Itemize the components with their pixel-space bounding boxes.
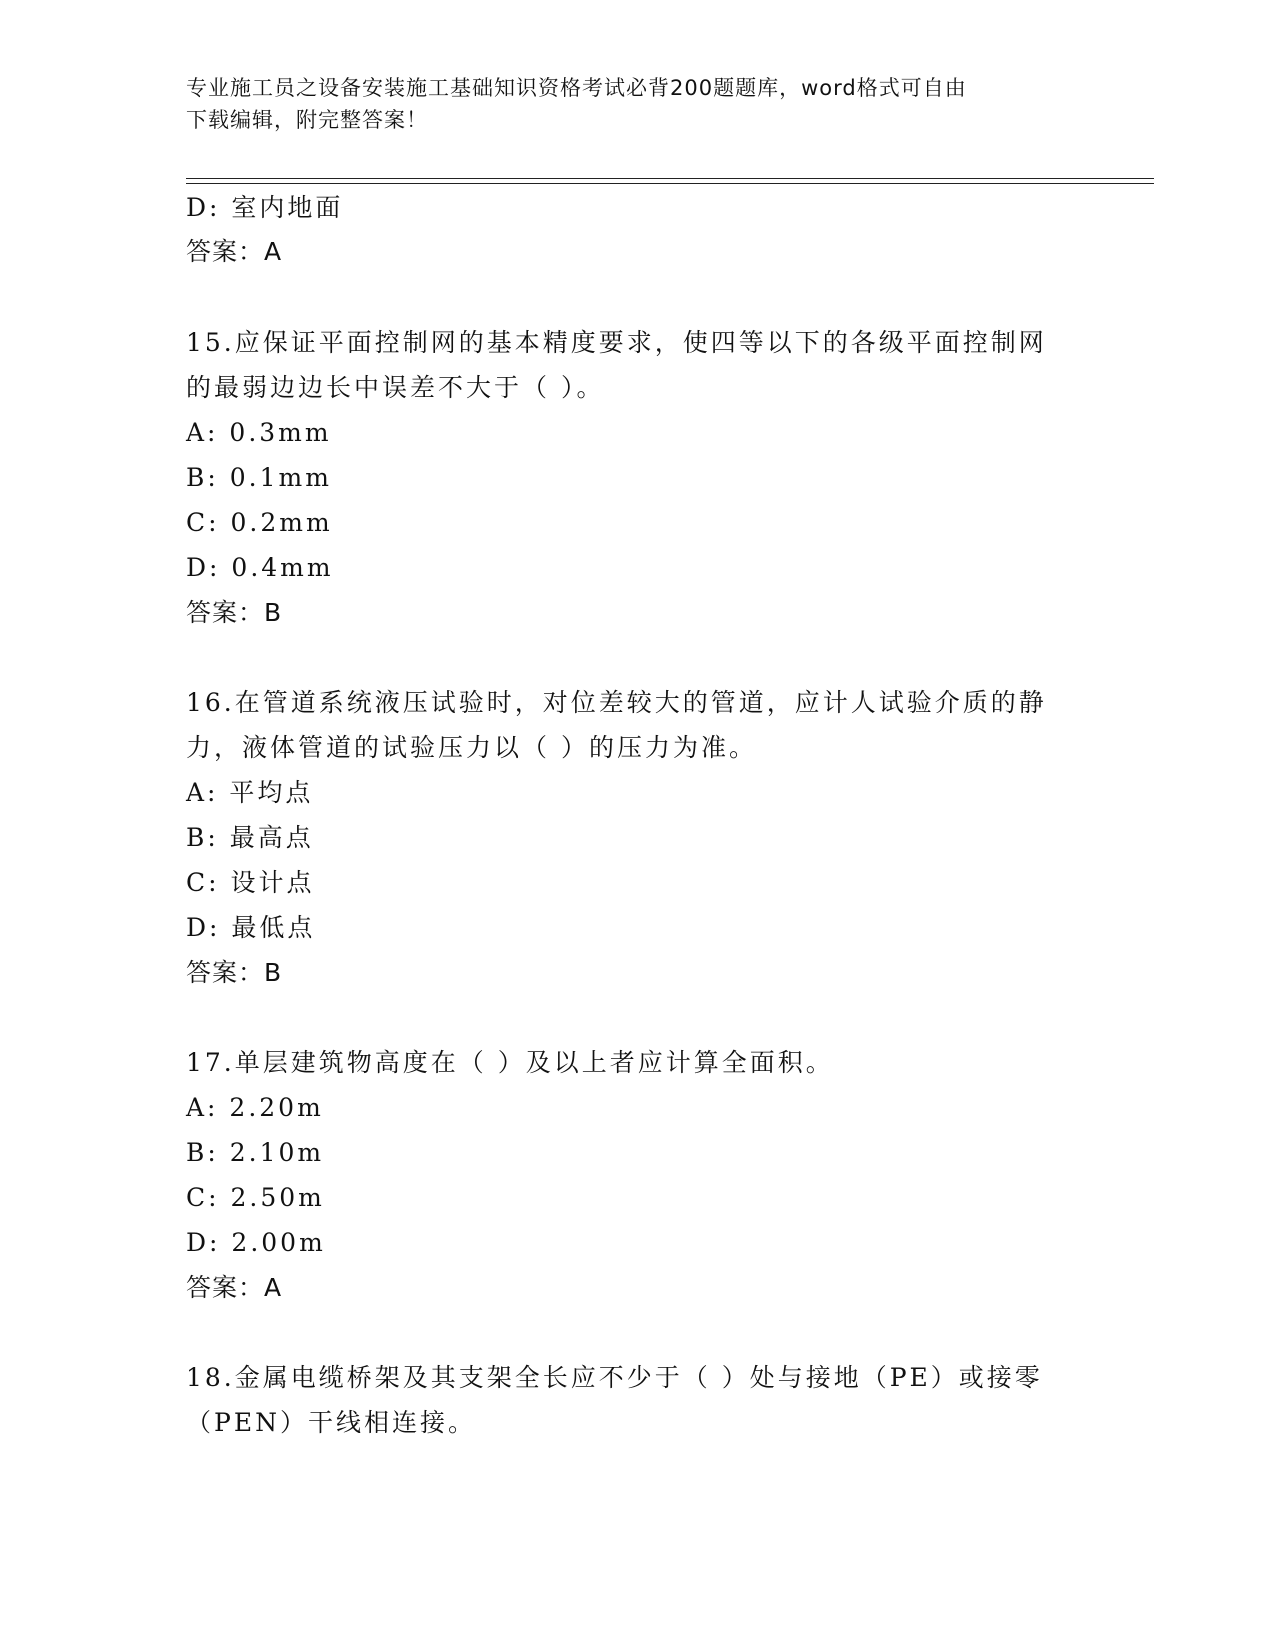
q15-stem-line-1: 15.应保证平面控制网的基本精度要求，使四等以下的各级平面控制网 xyxy=(186,328,1047,357)
header-divider-top xyxy=(186,178,1154,179)
q15-option-c: C: 0.2mm xyxy=(186,508,333,537)
q16-stem-line-2: 力，液体管道的试验压力以（ ）的压力为准。 xyxy=(186,733,757,762)
q15-stem-line-2: 的最弱边边长中误差不大于（ ）。 xyxy=(186,373,605,402)
q15-option-a: A: 0.3mm xyxy=(186,418,332,447)
q18-stem-line-2: （PEN）干线相连接。 xyxy=(186,1408,476,1437)
q17-stem-line-1: 17.单层建筑物高度在（ ）及以上者应计算全面积。 xyxy=(186,1048,834,1077)
q16-stem-line-1: 16.在管道系统液压试验时，对位差较大的管道，应计人试验介质的静 xyxy=(186,688,1047,717)
header-line-2: 下载编辑，附完整答案！ xyxy=(186,108,428,132)
q16-option-b: B: 最高点 xyxy=(186,823,314,852)
prev-option-d: D: 室内地面 xyxy=(186,193,344,222)
q16-option-c: C: 设计点 xyxy=(186,868,315,897)
q15-option-d: D: 0.4mm xyxy=(186,553,334,582)
q16-option-a: A: 平均点 xyxy=(186,778,314,807)
q15-option-b: B: 0.1mm xyxy=(186,463,332,492)
document-header xyxy=(186,72,1066,136)
q17-option-a: A: 2.20m xyxy=(186,1093,324,1122)
q16-option-d: D: 最低点 xyxy=(186,913,316,942)
prev-answer: 答案：A xyxy=(186,237,283,266)
header-line-1: 专业施工员之设备安装施工基础知识资格考试必背200题题库，word格式可自由 xyxy=(186,76,967,100)
q17-answer: 答案：A xyxy=(186,1273,283,1302)
q18-stem-line-1: 18.金属电缆桥架及其支架全长应不少于（ ）处与接地（PE）或接零 xyxy=(186,1363,1043,1392)
q17-option-b: B: 2.10m xyxy=(186,1138,325,1167)
q15-answer: 答案：B xyxy=(186,598,283,627)
q16-answer: 答案：B xyxy=(186,958,283,987)
header-divider-bottom xyxy=(186,183,1154,184)
q17-option-d: D: 2.00m xyxy=(186,1228,326,1257)
q17-option-c: C: 2.50m xyxy=(186,1183,325,1212)
